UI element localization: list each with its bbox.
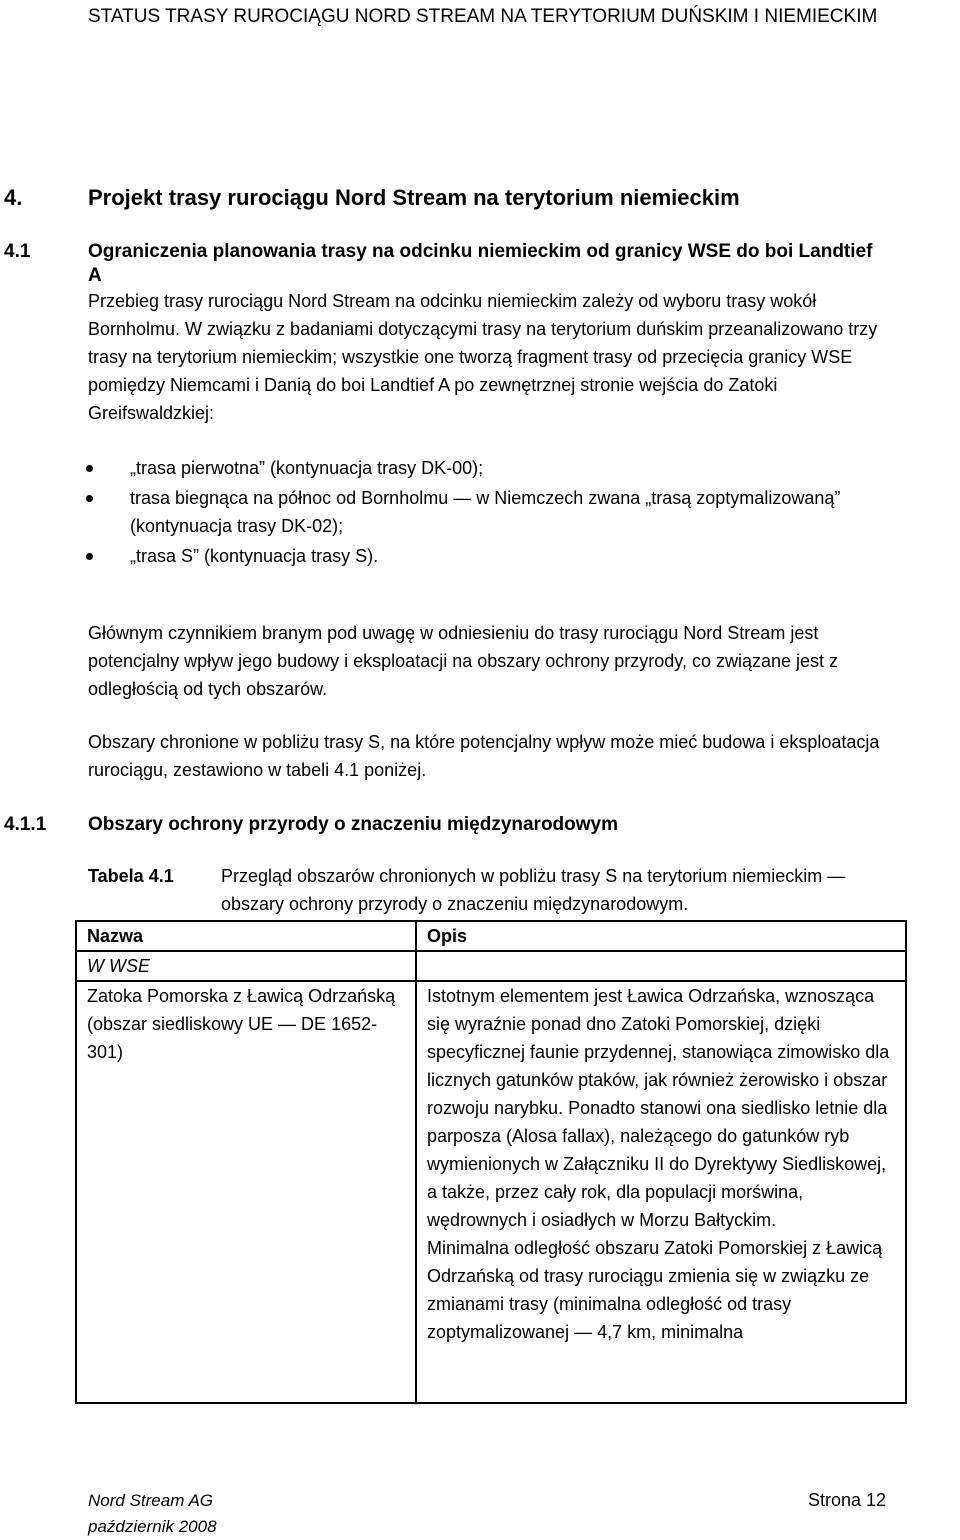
bullet-icon — [86, 553, 93, 560]
paragraph-protected-areas: Obszary chronione w pobliżu trasy S, na które potencjalny wpływ może mieć budowa i eksploatacja rurociągu, zestawiono w tabeli 4.1 poniżej. — [88, 732, 880, 780]
section-row-label: W WSE — [76, 951, 416, 981]
table-caption-label: Tabela 4.1 — [88, 866, 174, 886]
subsection-number: 4.1 — [4, 241, 31, 262]
section-title: Projekt trasy rurociągu Nord Stream na terytorium niemieckim — [88, 185, 740, 210]
table-caption-text: Przegląd obszarów chronionych w pobliżu trasy S na terytorium niemieckim — obszary ochrony przyrody o znaczeniu międzynarodowym. — [221, 866, 846, 914]
subsubsection-number: 4.1.1 — [4, 814, 47, 835]
footer-left — [88, 1488, 217, 1540]
subsubsection-title: Obszary ochrony przyrody o znaczeniu międzynarodowym — [88, 814, 619, 835]
route-list — [82, 454, 902, 572]
paragraph-intro: Przebieg trasy rurociągu Nord Stream na odcinku niemieckim zależy od wyboru trasy wokół Bornholmu. W związku z badaniami dotyczącymi trasy na terytorium duńskim przeanalizowano trzy trasy na terytorium niemieckim; wszystkie one tworzą fragment trasy od przecięcia granicy WSE pomiędzy Niemcami i Danią do boi Landtief A po zewnętrznej stronie wejścia do Zatoki Greifswaldzkiej: — [88, 291, 878, 423]
bullet-icon — [86, 495, 93, 502]
section-row-empty — [416, 951, 906, 981]
footer-company: Nord Stream AG — [88, 1491, 214, 1510]
column-header-name: Nazwa — [76, 921, 416, 951]
list-item-text: trasa biegnąca na północ od Bornholmu — w Niemczech zwana „trasą zoptymalizowaną” (kontynuacja trasy DK-02); — [130, 488, 841, 536]
paragraph-main-factor: Głównym czynnikiem branym pod uwagę w odniesieniu do trasy rurociągu Nord Stream jest potencjalny wpływ jego budowy i eksploatacji na obszary ochrony przyrody, co związane jest z odległością od tych obszarów. — [88, 623, 839, 699]
protected-areas-table — [75, 920, 907, 1404]
column-header-description: Opis — [416, 921, 906, 951]
area-description: Istotnym elementem jest Ławica Odrzańska, wznosząca się wyraźnie ponad dno Zatoki Pomorskiej, dzięki specyficznej faunie przydennej, stanowiąca zimowisko dla licznych gatunków ptaków, jak również żerowisko i obszar rozwoju narybku. Ponadto stanowi ona siedlisko letnie dla parposza (Alosa fallax), należącego do gatunków ryb wymienionych w Załączniku II do Dyrektywy Siedliskowej, a także, przez cały rok, dla populacji morświna, wędrownych i osiadłych w Morzu Bałtyckim. — [427, 986, 890, 1230]
section-number: 4. — [4, 185, 23, 210]
table-row — [76, 981, 906, 1403]
bullet-icon — [86, 465, 93, 472]
footer-date: październik 2008 — [88, 1517, 217, 1536]
list-item-text: „trasa pierwotna” (kontynuacja trasy DK-00); — [130, 458, 484, 478]
area-designation: (obszar siedliskowy UE — DE 1652-301) — [87, 1014, 378, 1062]
table-section-row — [76, 951, 906, 981]
area-distance-note: Minimalna odległość obszaru Zatoki Pomorskiej z Ławicą Odrzańską od trasy rurociągu zmienia się w związku ze zmianami trasy (minimalna odległość od trasy zoptymalizowanej — 4,7 km, minimalna — [427, 1238, 883, 1342]
page-number: Strona 12 — [808, 1490, 887, 1510]
area-name: Zatoka Pomorska z Ławicą Odrzańską — [87, 986, 396, 1006]
header-title: STATUS TRASY RUROCIĄGU NORD STREAM NA TERYTORIUM DUŃSKIM I NIEMIECKIM — [88, 6, 878, 27]
subsection-title: Ograniczenia planowania trasy na odcinku niemieckim od granicy WSE do boi Landtief A — [88, 241, 873, 286]
table-header-row — [76, 921, 906, 951]
list-item-text: „trasa S” (kontynuacja trasy S). — [130, 546, 379, 566]
running-header — [88, 4, 888, 30]
list-item — [82, 542, 902, 570]
list-item — [82, 484, 902, 540]
area-name-cell — [76, 981, 416, 1403]
area-description-cell — [416, 981, 906, 1403]
list-item — [82, 454, 902, 482]
